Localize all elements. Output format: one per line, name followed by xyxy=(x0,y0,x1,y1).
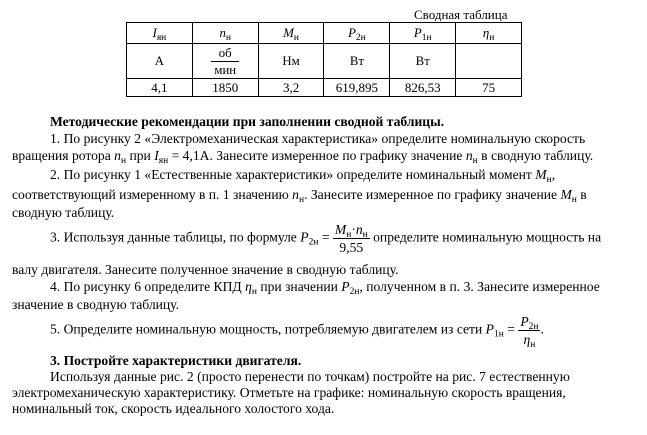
paragraph-3-line-2: валу двигателя. Занесите полученное значение в сводную таблицу. xyxy=(12,262,399,277)
paragraph-4-line-2: значение в сводную таблицу. xyxy=(12,297,179,312)
heading-guidelines: Методические рекомендации при заполнении сводной таблицы. xyxy=(50,114,445,129)
header-cell: $\eta_н$ xyxy=(456,23,522,44)
paragraph-1-line-1: 1. По рисунку 2 «Электромеханическая характеристика» определите номинальную скорость xyxy=(50,131,586,146)
unit-fraction: $\frac{об}{\text{мин}}$ xyxy=(211,46,239,77)
table-units-row xyxy=(127,44,522,79)
unit-cell: Вт xyxy=(390,44,456,79)
value-cell: 3,2 xyxy=(258,79,324,97)
value-cell: 1850 xyxy=(192,79,258,97)
header-cell: $P_{2н}$ xyxy=(324,23,390,44)
paragraph-1-line-2: вращения ротора $n_н$ при $I_{ян} = 4,1А$. Занесите измеренное по графику значение $n_н$ в сводную таблицу. xyxy=(12,148,594,166)
paragraph-6-line-1: Используя данные рис. 2 (просто перенести по точкам) постройте на рис. 7 естественную xyxy=(50,369,570,384)
paragraph-5-line-1: 5. Определите номинальную мощность, потребляемую двигателем из сети $P_{1н}$ = $\frac{P_{2н}}{\eta_н}$ . xyxy=(50,314,544,350)
paragraph-2-line-2: соответствующий измеренному в п. 1 значению $n_н$. Занесите измеренное по графику значение $M_н$ в xyxy=(12,187,587,205)
formula-p1n-fraction: $\frac{P_{2н}}{\eta_н}$ xyxy=(520,314,539,350)
summary-table xyxy=(126,22,522,97)
value-cell: 619,895 xyxy=(324,79,390,97)
unit-cell xyxy=(456,44,522,79)
value-cell: 75 xyxy=(456,79,522,97)
value-cell: 826,53 xyxy=(390,79,456,97)
value-cell: 4,1 xyxy=(127,79,193,97)
header-cell: $P_{1н}$ xyxy=(390,23,456,44)
paragraph-4-line-1: 4. По рисунку 6 определите КПД $\eta_н$ при значении $P_{2н}$, полученном в п. 3. Занесите измеренное xyxy=(50,279,600,297)
header-cell: $M_н$ xyxy=(258,23,324,44)
paragraph-2-line-1: 2. По рисунку 1 «Естественные характеристики» определите номинальный момент $M_н$, xyxy=(50,167,556,185)
paragraph-3-line-1: 3. Используя данные таблицы, по формуле $P_{2н}$ = $\frac{M_н\cdot n_н}{9,55}$ определите номинальную мощность на xyxy=(50,222,602,255)
header-cell: $I_{ян}$ xyxy=(127,23,193,44)
unit-cell: А xyxy=(127,44,193,79)
table-title: Сводная таблица xyxy=(414,7,508,22)
header-cell: $n_н$ xyxy=(192,23,258,44)
unit-cell: Вт xyxy=(324,44,390,79)
unit-cell: Нм xyxy=(258,44,324,79)
table-header-row xyxy=(127,23,522,44)
unit-cell xyxy=(192,44,258,79)
paragraph-6-line-3: номинальный ток, скорость идеального холостого хода. xyxy=(12,401,335,416)
heading-build-characteristics: 3. Постройте характеристики двигателя. xyxy=(50,353,302,368)
paragraph-6-line-2: электромеханическую характеристику. Отметьте на графике: номинальную скорость вращения, xyxy=(12,385,566,400)
paragraph-2-line-3: сводную таблицу. xyxy=(12,205,115,220)
table-values-row xyxy=(127,79,522,97)
formula-p2n-fraction: $\frac{M_н\cdot n_н}{9,55}$ xyxy=(334,222,368,255)
